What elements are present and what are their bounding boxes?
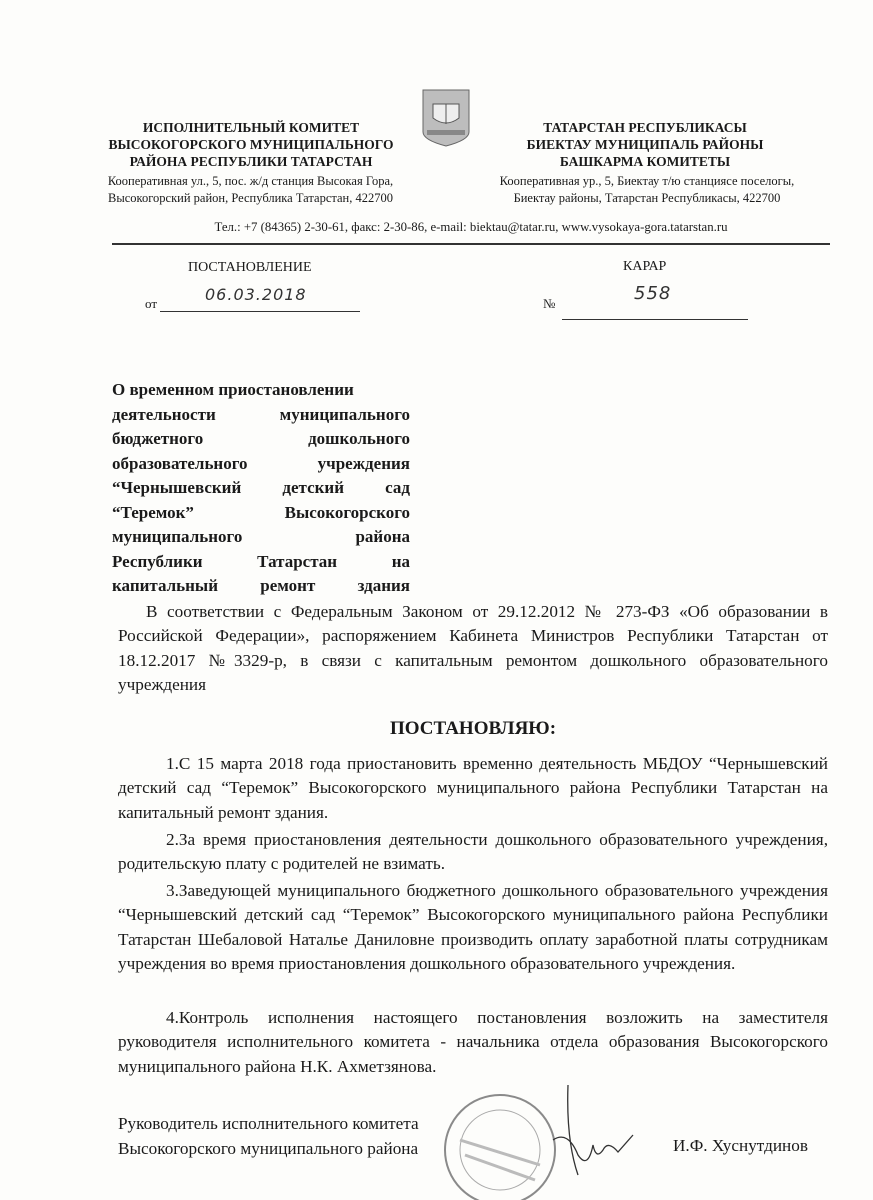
header-divider: [112, 243, 830, 245]
title-line: Республики Татарстан на: [112, 551, 410, 571]
preamble: В соответствии с Федеральным Законом от 29.12.2012 № 273-ФЗ «Об образовании в Российской Федерации», распоряжением Кабинета Министров Республики Татарстан от 18.12.2017 №3329-р, в связи с капитальным ремонтом дошкольного образовательного учреждения: [118, 602, 828, 694]
issuer-name-tt: [490, 119, 800, 170]
coat-of-arms-icon: [421, 88, 471, 148]
title-line: “Теремок” Высокогорского: [112, 502, 410, 522]
item-2: 2.За время приостановления деятельности дошкольного образовательного учреждения, родительскую плату с родителей не взимать.: [118, 830, 828, 874]
header-line: ТАТАРСТАН РЕСПУБЛИКАСЫ: [543, 120, 747, 135]
official-stamp-icon: [440, 1085, 560, 1200]
address-line: Кооперативная ул., 5, пос. ж/д станция Высокая Гора,: [107, 174, 394, 188]
title-line: “Чернышевский детский сад: [112, 478, 410, 497]
position-line: Высокогорского муниципального района: [118, 1138, 419, 1158]
header-line: ВЫСОКОГОРСКОГО МУНИЦИПАЛЬНОГО: [108, 137, 394, 152]
title-line: муниципального района: [112, 527, 410, 546]
issuer-address-tt: [462, 173, 832, 207]
signatory-name: И.Ф. Хуснутдинов: [673, 1136, 808, 1155]
handwritten-signature-icon: [548, 1080, 638, 1190]
issuer-name-ru: [96, 119, 406, 170]
title-line: бюджетного дошкольного: [112, 429, 410, 448]
contacts: Тел.: +7 (84365) 2-30-61, факс: 2-30-86, e-mail: biektau@tatar.ru, www.vysokaya-gora.tatarstan.ru: [214, 220, 728, 234]
document-title: [112, 378, 410, 599]
address-line: Биектау районы, Татарстан Республикасы, 422700: [513, 191, 781, 205]
header-line: РАЙОНА РЕСПУБЛИКИ ТАТАРСТАН: [129, 154, 373, 169]
title-line: деятельности муниципального: [112, 404, 410, 424]
title-line: капитальный ремонт здания: [112, 576, 410, 595]
address-line: Кооперативная ур., 5, Биектау т/ю станциясе поселогы,: [499, 174, 795, 188]
address-line: Высокогорский район, Республика Татарстан, 422700: [108, 191, 393, 205]
number-prefix: №: [543, 296, 556, 311]
date-prefix: от: [145, 296, 158, 311]
header-line: БИЕКТАУ МУНИЦИПАЛЬ РАЙОНЫ: [526, 137, 764, 152]
header-line: БАШКАРМА КОМИТЕТЫ: [559, 154, 731, 169]
number-underline: [562, 319, 748, 320]
title-line: образовательного учреждения: [112, 453, 410, 473]
resolve-heading: ПОСТАНОВЛЯЮ:: [389, 718, 557, 739]
date-handwritten: 06.03.2018: [205, 285, 307, 304]
item-4: 4.Контроль исполнения настоящего постановления возложить на заместителя руководителя исполнительного комитета - начальника отдела образования Высокогорского муниципального района Н.К. Ахметзянова.: [118, 1008, 828, 1076]
signatory-position: [118, 1112, 419, 1161]
doc-type-ru: ПОСТАНОВЛЕНИЕ: [188, 260, 312, 275]
header-line: ИСПОЛНИТЕЛЬНЫЙ КОМИТЕТ: [142, 120, 360, 135]
doc-type-tt: КАРАР: [623, 259, 667, 274]
item-3: 3.Заведующей муниципального бюджетного дошкольного образовательного учреждения “Чернышевский детский сад “Теремок” Высокогорского муниципального района Республики Татарстан Шебаловой Наталье Даниловне производить оплату заработной платы сотрудникам учреждения во время приостановления дошкольного образовательного учреждения.: [118, 881, 828, 973]
position-line: Руководитель исполнительного комитета: [118, 1114, 419, 1133]
issuer-address-ru: [78, 173, 423, 207]
number-handwritten: 558: [634, 283, 672, 304]
date-underline: [160, 311, 360, 312]
item-1: 1.С 15 марта 2018 года приостановить временно деятельность МБДОУ “Чернышевский детский сад “Теремок” Высокогорского муниципального района Республики Татарстан на капитальный ремонт здания.: [118, 754, 828, 822]
title-line: О временном приостановлении: [112, 380, 354, 399]
